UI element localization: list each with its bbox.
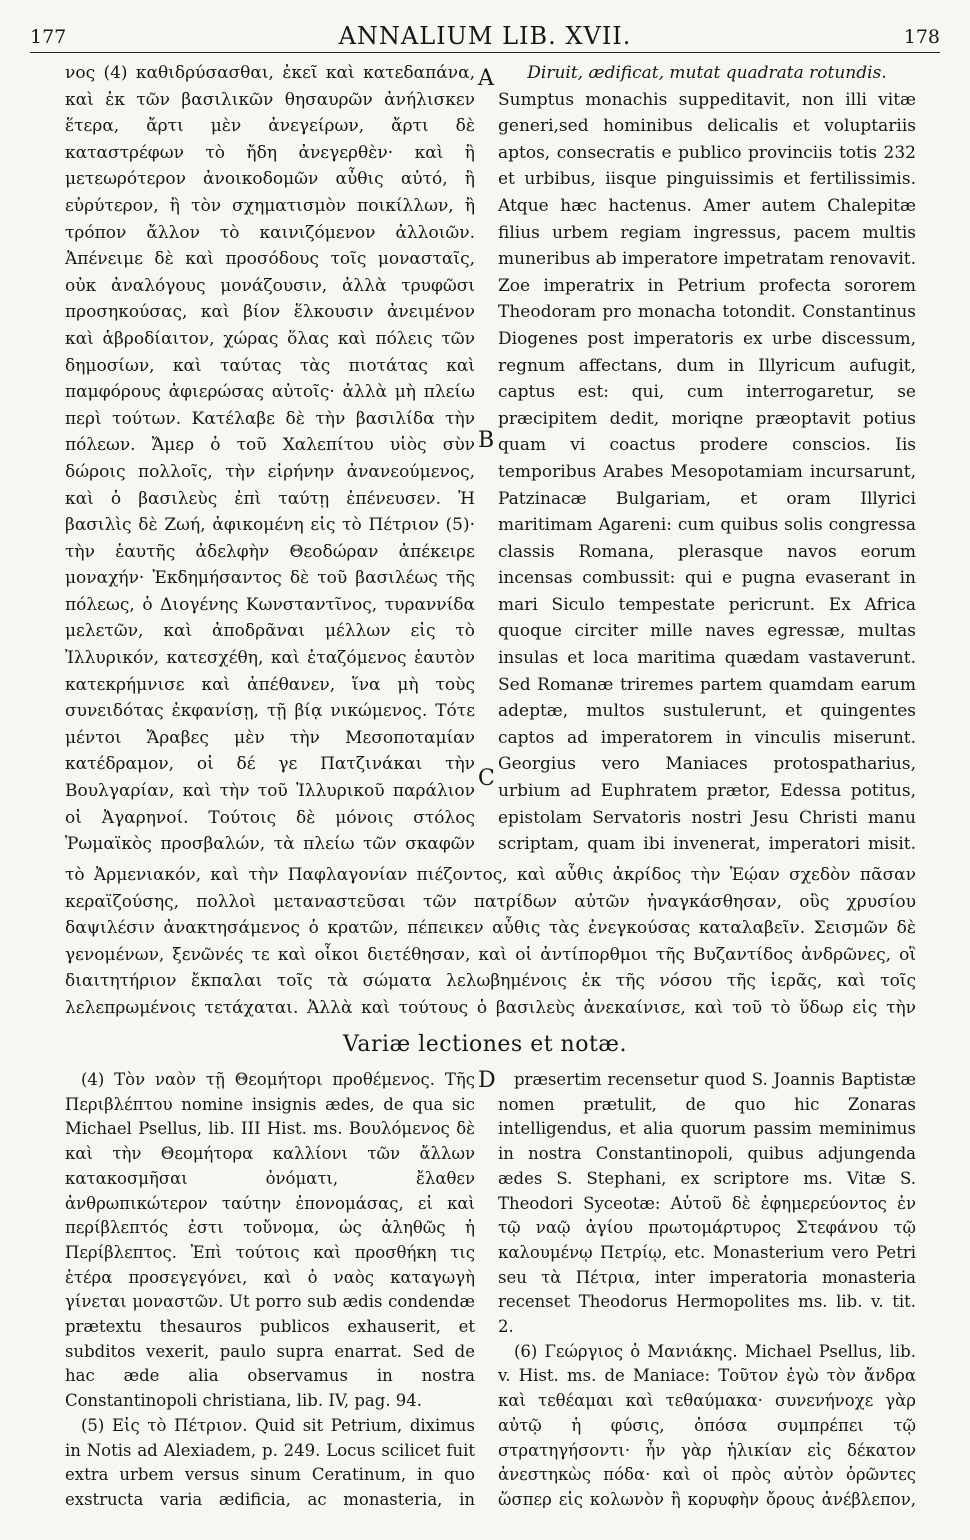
margin-marker-a: A xyxy=(478,66,494,91)
latin-main-text: Sumptus monachis suppeditavit, non illi vitæ generi,sed hominibus delicalis et voluptariis aptos, consecratis e publico provinciis totis 232 et urbibus, iisque pinguissimis et fertilissimis. Atque hæc hactenus. Amer autem Chalepitæ filius urbem regiam ingressus, pacem multis muneribus ab imperatore impetratam renovavit. Zoe imperatrix in Petrium profecta sororem Theodoram pro monacha totondit. Constantinus Diogenes post imperatoris ex urbe discessum, regnum affectans, dum in Illyricum aufugit, captus est: qui, cum interrogaretur, se præcipitem dedit, moriqne præoptavit potius quam vi coactus prodere conscios. Iis temporibus Arabes Mesopotamiam incursarunt, Patzinacæ Bulgariam, et oram Illyrici maritimam Agareni: cum quibus solis congressa classis Romana, plerasque navos eorum incensas combussit: qui e pugna evaserant in mari Siculo tempestate pericrunt. Ex Africa quoque circiter mille naves egressæ, multas insulas et loca maritima quædam vastaverunt. Sed Romanæ triremes partem quamdam earum adeptæ, multos sustulerunt, et quingentes captos ad imperatorem in vinculis miserunt. Georgius vero Maniaces protospatharius, urbium ad Euphratem prætor, Edessa potitus, epistolam Servatoris nostri Jesu Christi manu scriptam, quam ibi invenerat, imperatori misit. xyxy=(498,89,916,855)
greek-main-column xyxy=(65,60,475,860)
greek-full-width-text xyxy=(65,862,916,1022)
page-number-left: 177 xyxy=(30,26,67,48)
note-4: (4) Τὸν ναὸν τῇ Θεομήτορι προθέμενος. Τῆς Περιβλέπτου nomine insignis ædes, de qua sic Michael Psellus, lib. III Hist. ms. Βουλόμενος δὲ καὶ τὴν Θεομήτορα καλλίονι τῶν ἄλλων κατακοσμῆσαι ὀνόματι, ἔλαθεν ἀνθρωπικώτερον ταύτην ἐπονομάσας, εἰ καὶ περίβλεπτός ἐστι τοὔνομα, ὡς ἀληθῶς ἡ Περίβλεπτος. Ἐπὶ τούτοις καὶ προσθήκη τις ἑτέρα προσεγεγόνει, καὶ ὁ ναὸς καταγωγὴ γίνεται μοναστῶν. Ut porro sub ædis condendæ prætextu thesauros publicos exhauserit, et subditos vexerit, paulo supra enarrat. Sed de hac æde alia observamus in nostra Constantinopoli christiana, lib. IV, pag. 94. xyxy=(65,1070,475,1411)
latin-main-column xyxy=(498,60,916,860)
running-title: ANNALIUM LIB. XVII. xyxy=(338,22,632,50)
margin-marker-d: D xyxy=(478,1068,496,1093)
page-header xyxy=(30,12,940,53)
latin-caption: Diruit, ædificat, mutat quadrata rotundis. xyxy=(527,63,887,83)
notes-left-column xyxy=(65,1068,475,1508)
note-6: (6) Γεώργιος ὁ Μανιάκης. Michael Psellus, lib. v. Hist. ms. de Maniace: Τοῦτον ἐγὼ τὸν ἄνδρα καὶ τεθέαμαι καὶ τεθαύμακα· συνενήνοχε γὰρ αὐτῷ ἡ φύσις, ὁπόσα συμπρέπει τῷ στρατηγήσοντι· ἦν γὰρ ἡλικίαν εἰς δέκατον ἀνεστηκὼς πόδα· καὶ οἱ πρὸς αὐτὸν ὁρῶντες ὥσπερ εἰς κολωνὸν ἢ κορυφὴν ὄρους ἀνέβλεπον, xyxy=(498,1341,916,1508)
notes-title: Variæ lectiones et notæ. xyxy=(343,1032,627,1057)
greek-full-text: τὸ Ἀρμενιακόν, καὶ τὴν Παφλαγονίαν πιέζοντος, καὶ αὖθις ἀκρίδος τὴν Ἑῴαν σχεδὸν πᾶσαν κεραϊζούσης, πολλοὶ μεταναστεῦσαι τῶν πατρίδων αὐτῶν ἠναγκάσθησαν, οὓς χρυσίου δαψιλέσιν ἀνακτησάμενος ὁ κρατῶν, πέπεικεν αὖθις τὰς ἐνεγκούσας καταλαβεῖν. Σεισμῶν δὲ γενομένων, ξενῶνές τε καὶ οἶκοι διετέθησαν, καὶ οἱ ἀντίπορθμοι τῆς Βυζαντίδος ἀνδρῶνες, οἳ διαιτητήριον ἔκπαλαι τοῖς τὰ σώματα λελωβημένοις ἐκ τῆς νόσου τῆς ἱερᾶς, καὶ τοῖς λελεπρωμένοις τετάχαται. Ἀλλὰ καὶ τούτους ὁ βασιλεὺς ἀνεκαίνισε, καὶ τοῦ τὸ ὕδωρ εἰς τὴν xyxy=(65,865,916,1018)
note-5-continued: præsertim recensetur quod S. Joannis Baptistæ nomen prætulit, de quo hic Zonaras intelligendus, et alia quorum passim meminimus in nostra Constantinopoli, quibus adjungenda ædes S. Stephani, ex scriptore ms. Vitæ S. Theodori Sycеotæ: Αὐτοῦ δὲ ἐφημερεύοντος ἐν τῷ ναῷ ἁγίου πρωτομάρτυρος Στεφάνου τῷ καλουμένῳ Πετρίῳ, etc. Monasterium vero Petri seu τὰ Πέτρια, inter imperatoria monasteria recenset Theodorus Hermopolites ms. lib. v. tit. 2. xyxy=(498,1070,916,1337)
page-number-right: 178 xyxy=(903,26,940,48)
margin-marker-b: B xyxy=(478,428,495,453)
greek-main-text: νος (4) καθιδρύσασθαι, ἐκεῖ καὶ κατεδαπάνα, καὶ ἐκ τῶν βασιλικῶν θησαυρῶν ἀνήλισκεν ἕτερα, ἄρτι μὲν ἀνεγείρων, ἄρτι δὲ καταστρέφων τὸ ἤδη ἀνεγερθὲν· καὶ ἢ μετεωρότερον ἀνοικοδομῶν αὖθις αὐτό, ἢ εὐρύτερον, ἢ τὸν σχηματισμὸν ποικίλλων, ἢ τρόπον ἄλλον τὸ καινιζόμενον ἀλλοιῶν. Ἀπένειμε δὲ καὶ προσόδους τοῖς μονασταῖς, οὐκ ἀναλόγους μονάζουσιν, ἀλλὰ τρυφῶσι προσηκούσας, καὶ βίον ἕλκουσιν ἀνειμένον καὶ ἁβροδίαιτον, χώρας ὅλας καὶ πόλεις τῶν δημοσίων, καὶ ταύτας τὰς πιοτάτας καὶ παμφόρους ἀφιερώσας αὐτοῖς· ἀλλὰ μὴ πλείω περὶ τούτων. Κατέλαβε δὲ τὴν βασιλίδα τὴν πόλεων. Ἄμερ ὁ τοῦ Χαλεπίτου υἱὸς σὺν δώροις πολλοῖς, τὴν εἰρήνην ἀνανεούμενος, καὶ ὁ βασιλεὺς ἐπὶ ταύτῃ ἐπένευσεν. Ἡ βασιλὶς δὲ Ζωή, ἀφικομένη εἰς τὸ Πέτριον (5)· τὴν ἑαυτῆς ἀδελφὴν Θεοδώραν ἀπέκειρε μοναχήν· Ἐκδημήσαντος δὲ τοῦ βασιλέως τῆς πόλεως, ὁ Διογένης Κωνσταντῖνος, τυραννίδα μελετῶν, καὶ ἀποδρᾶναι μέλλων εἰς τὸ Ἰλλυρικόν, κατεσχέθη, καὶ ἐταζόμενος ἑαυτὸν κατεκρήμνισε καὶ ἀπέθανεν, ἵνα μὴ τοὺς συνειδότας ἐκφανίσῃ, τῇ βίᾳ νικώμενος. Τότε μέντοι Ἄραβες μὲν τὴν Μεσοποταμίαν κατέδραμον, οἱ δέ γε Πατζινάκαι τὴν Βουλγαρίαν, καὶ τὴν τοῦ Ἰλλυρικοῦ παράλιον οἱ Ἀγαρηνοί. Τούτοις δὲ μόνοις στόλος Ῥωμαϊκὸς προσβαλών, τὰ πλείω τῶν σκαφῶν xyxy=(65,63,475,855)
note-5: (5) Εἰς τὸ Πέτριον. Quid sit Petrium, diximus in Notis ad Alexiadem, p. 249. Locus scilicet fuit extra urbem versus sinum Ceratinum, in quo exstructa varia ædificia, ac monasteria, in xyxy=(65,1415,475,1508)
margin-marker-c: C xyxy=(478,766,495,791)
notes-right-column xyxy=(498,1068,916,1508)
